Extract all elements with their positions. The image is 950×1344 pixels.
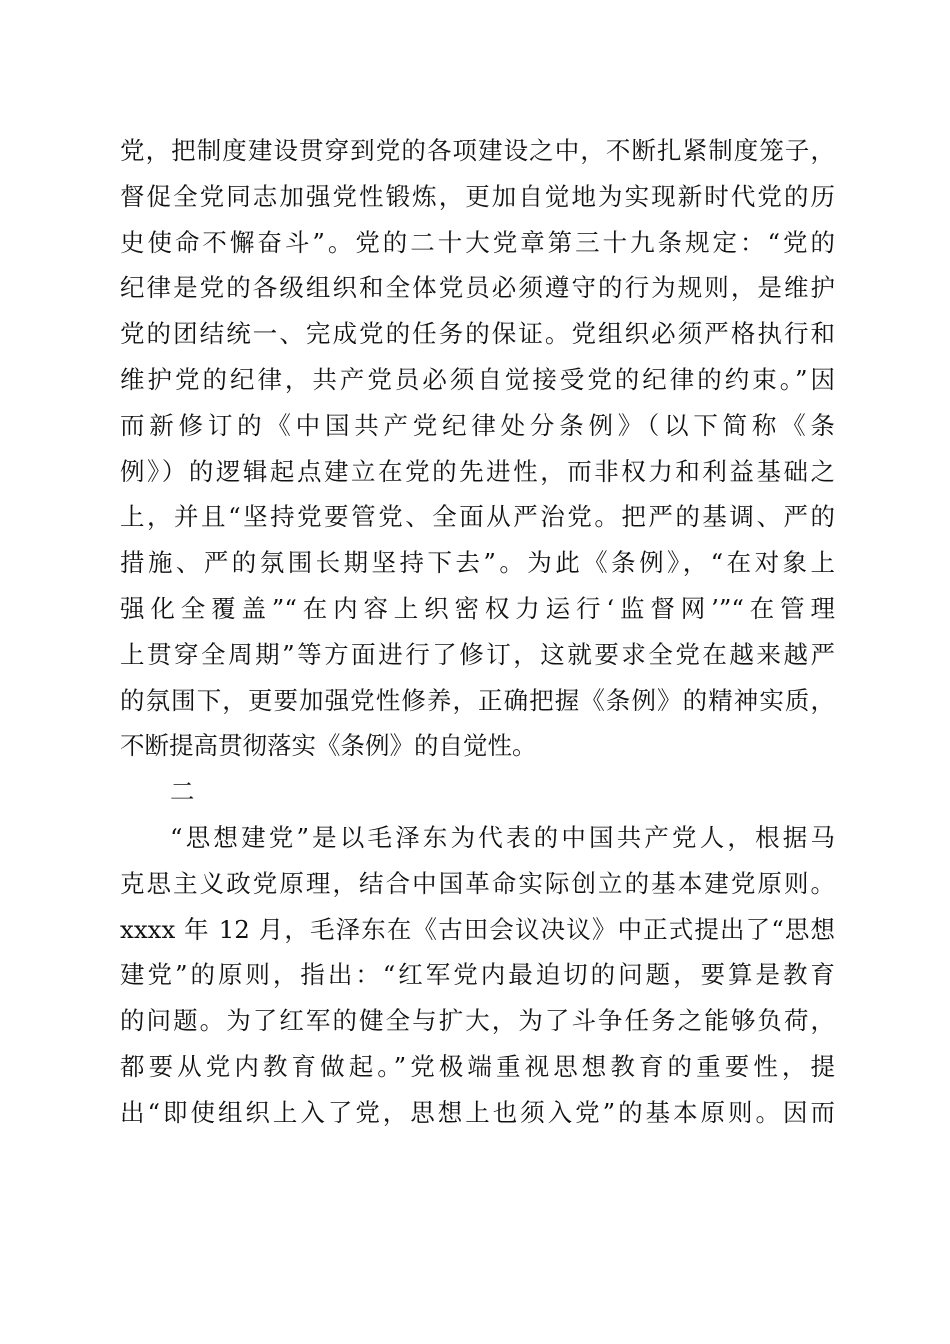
paragraph-line: 督促全党同志加强党性锻炼，更加自觉地为实现新时代党的历: [120, 181, 835, 211]
paragraph-line: xxxx 年 12 月，毛泽东在《古田会议决议》中正式提出了“思想: [120, 914, 835, 944]
paragraph-line: 措施、严的氛围长期坚持下去”。为此《条例》，“在对象上: [120, 548, 835, 578]
paragraph-line: 克思主义政党原理，结合中国革命实际创立的基本建党原则。: [120, 868, 835, 898]
paragraph-line: 纪律是党的各级组织和全体党员必须遵守的行为规则，是维护: [120, 273, 835, 303]
paragraph-line: 不断提高贯彻落实《条例》的自觉性。: [120, 731, 537, 761]
paragraph-line: 史使命不懈奋斗”。党的二十大党章第三十九条规定：“党的: [120, 227, 835, 257]
paragraph-line: 党的团结统一、完成党的任务的保证。党组织必须严格执行和: [120, 319, 835, 349]
paragraph-line: 例》）的逻辑起点建立在党的先进性，而非权力和利益基础之: [120, 456, 835, 486]
paragraph-line: 党，把制度建设贯穿到党的各项建设之中，不断扎紧制度笼子，: [120, 136, 835, 165]
document-body: [120, 128, 835, 1136]
paragraph-line: 强化全覆盖”“在内容上织密权力运行‘监督网’”“在管理: [120, 593, 835, 623]
paragraph-line: 的问题。为了红军的健全与扩大，为了斗争任务之能够负荷，: [120, 1006, 835, 1036]
paragraph-line: 上贯穿全周期”等方面进行了修订，这就要求全党在越来越严: [120, 639, 835, 669]
paragraph-line: 而新修订的《中国共产党纪律处分条例》（以下简称《条: [120, 410, 835, 440]
paragraph-line: 出“即使组织上入了党，思想上也须入党”的基本原则。因而: [120, 1097, 835, 1127]
paragraph-line: 维护党的纪律，共产党员必须自觉接受党的纪律的约束。”因: [120, 364, 835, 394]
paragraph-line: “思想建党”是以毛泽东为代表的中国共产党人，根据马: [170, 822, 835, 852]
paragraph-1: [120, 128, 835, 769]
paragraph-line: 的氛围下，更要加强党性修养，正确把握《条例》的精神实质，: [120, 685, 835, 715]
paragraph-line: 上，并且“坚持党要管党、全面从严治党。把严的基调、严的: [120, 502, 835, 532]
section-heading: 二: [170, 777, 195, 807]
paragraph-2: [120, 815, 835, 1136]
paragraph-line: 建党”的原则，指出：“红军党内最迫切的问题，要算是教育: [120, 960, 835, 990]
paragraph-line: 都要从党内教育做起。”党极端重视思想教育的重要性，提: [120, 1051, 835, 1081]
